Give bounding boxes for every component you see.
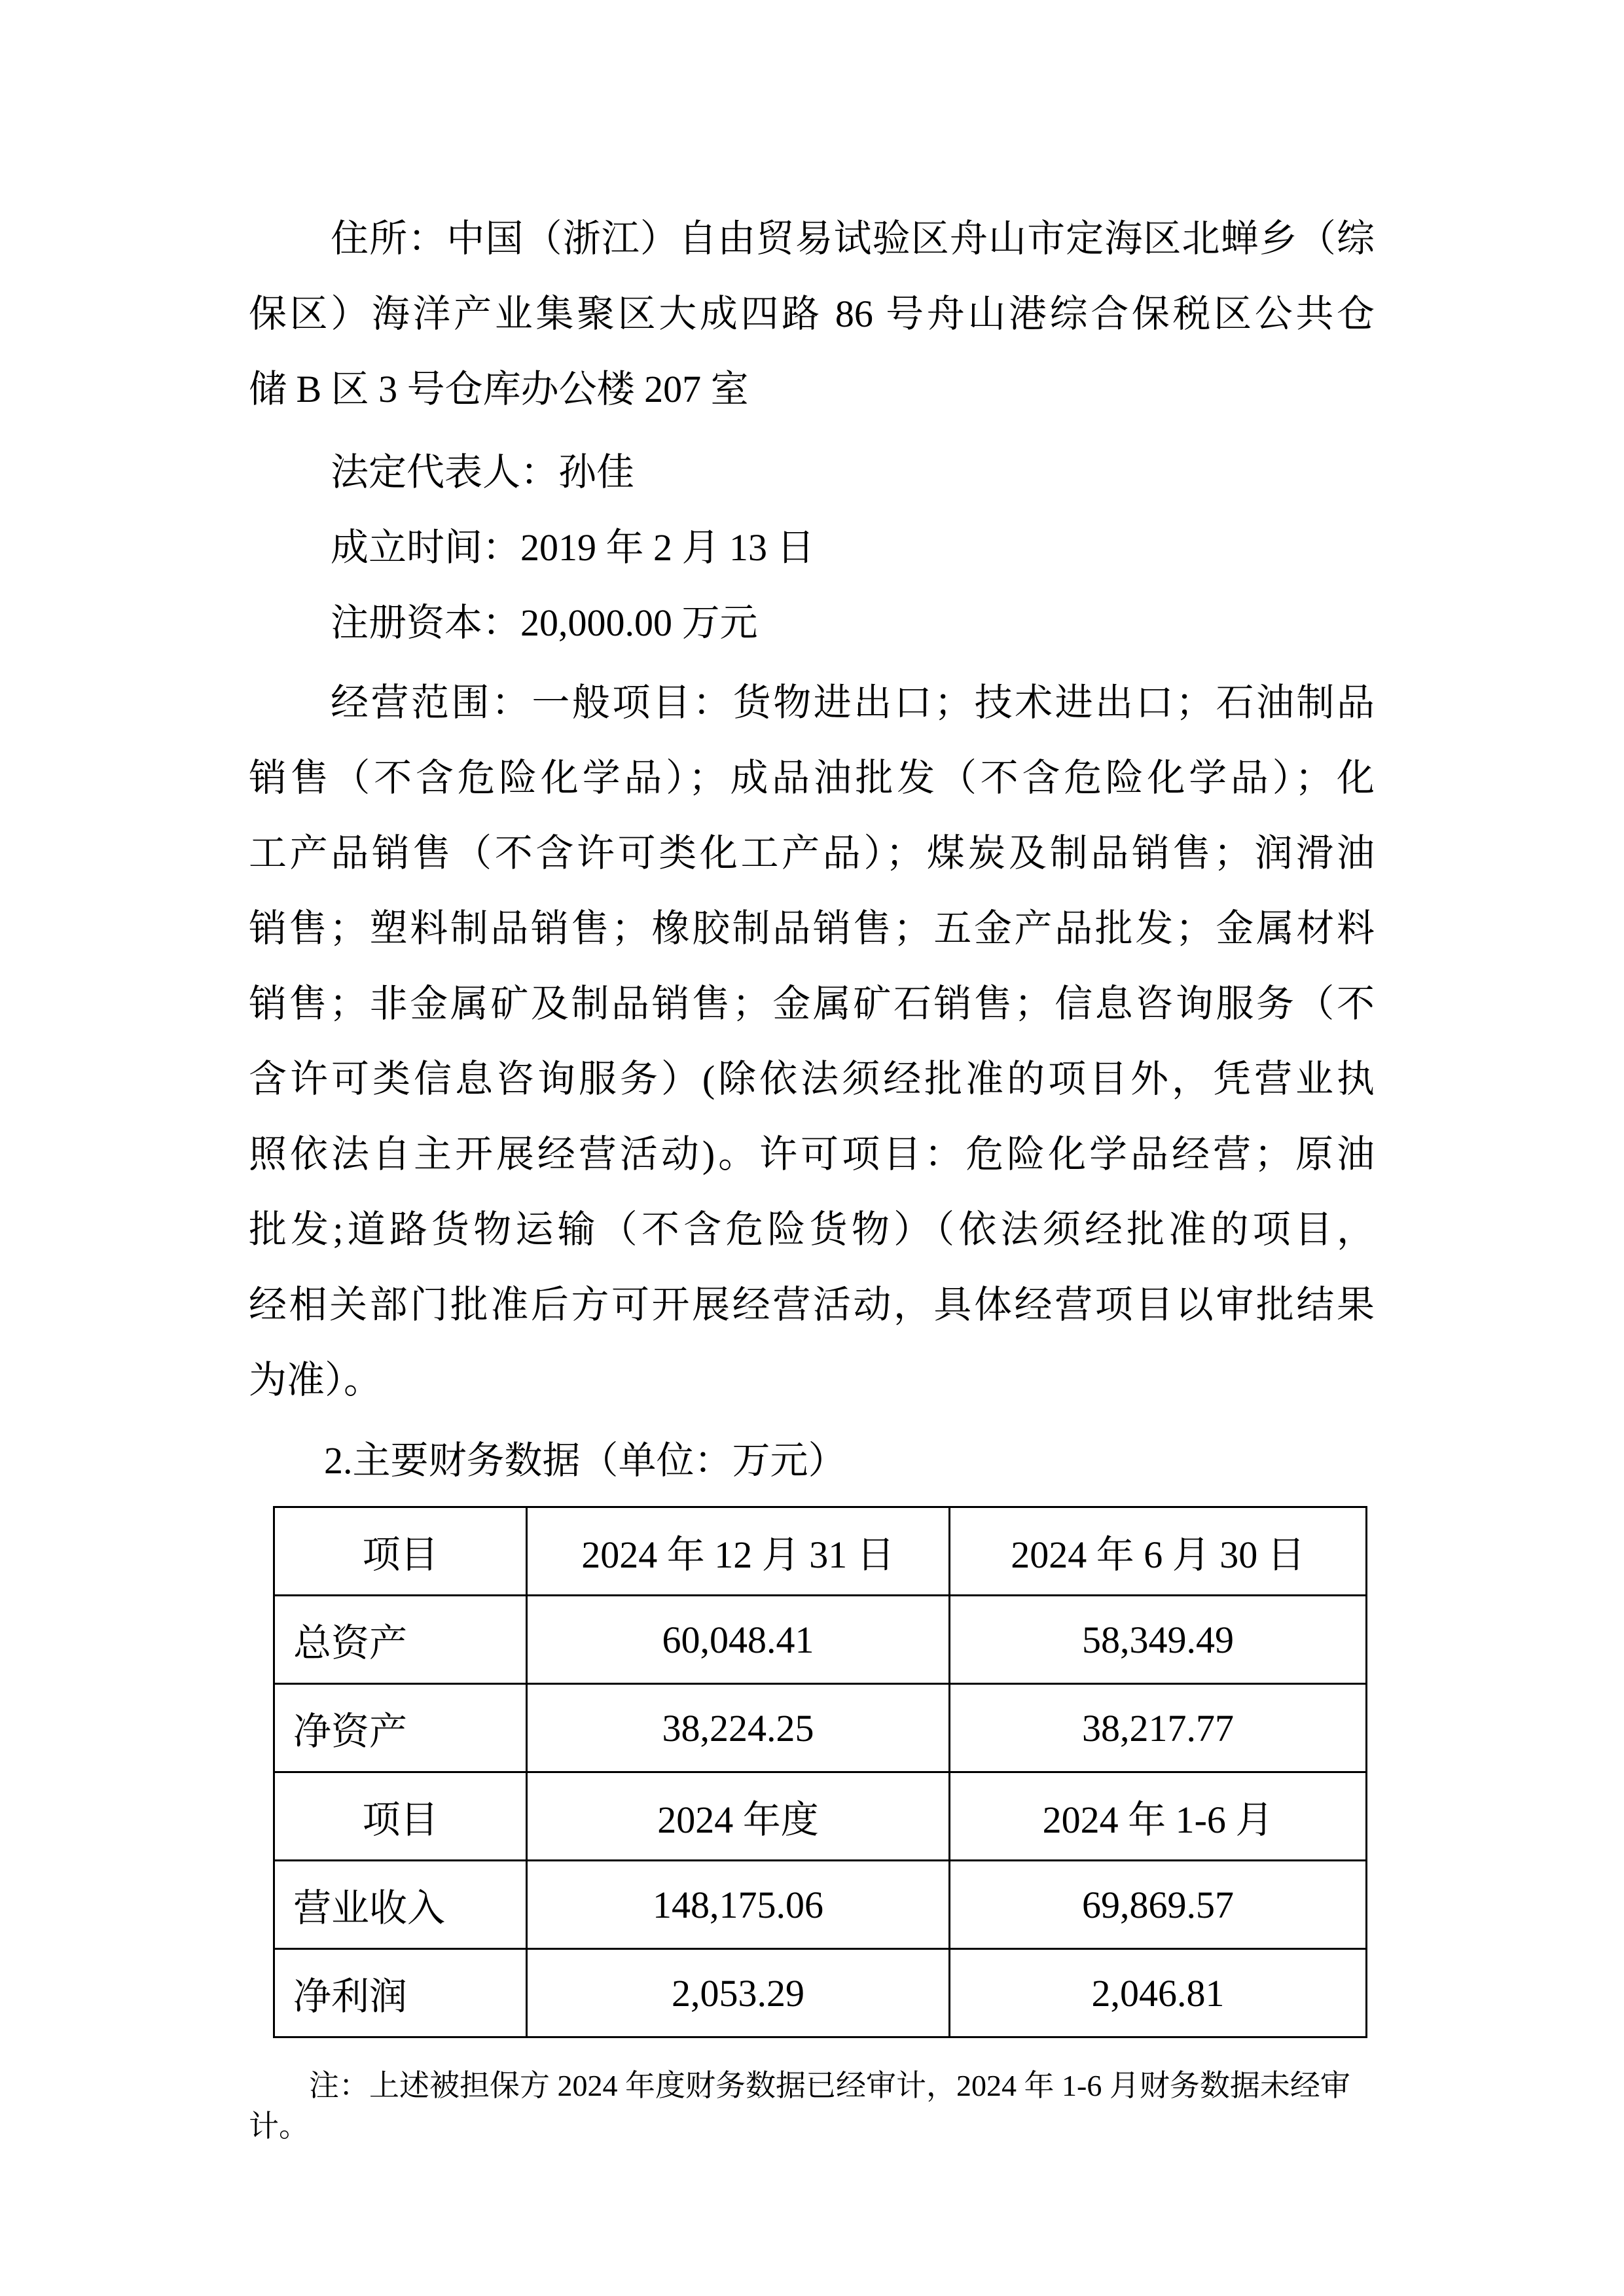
value-cell: 38,217.77	[950, 1684, 1367, 1772]
table-note: 注：上述被担保方 2024 年度财务数据已经审计，2024 年 1-6 月财务数据未经审计。	[249, 2069, 1350, 2143]
paragraph-line: 经营范围：一般项目：货物进出口；技术进出口；石油制品	[331, 681, 1375, 724]
paragraph-line: 法定代表人：孙佳	[331, 451, 635, 493]
paragraph-line: 保区）海洋产业集聚区大成四路 86 号舟山港综合保税区公共仓	[249, 293, 1375, 335]
value-cell: 2024 年 12 月 31 日	[527, 1507, 950, 1596]
row-label-cell: 项目	[274, 1772, 527, 1861]
row-label-cell: 项目	[274, 1507, 527, 1596]
row-label-cell: 总资产	[274, 1596, 527, 1684]
row-label-cell: 营业收入	[274, 1861, 527, 1949]
paragraph-line: 经相关部门批准后方可开展经营活动，具体经营项目以审批结果	[249, 1283, 1375, 1326]
paragraph-line: 住所：中国（浙江）自由贸易试验区舟山市定海区北蝉乡（综	[331, 217, 1375, 260]
paragraph	[249, 435, 1375, 510]
paragraph	[249, 201, 1375, 427]
value-cell: 2024 年 6 月 30 日	[950, 1507, 1367, 1596]
paragraph-line: 工产品销售（不含许可类化工产品）；煤炭及制品销售；润滑油	[249, 832, 1375, 874]
row-label-cell: 净利润	[274, 1949, 527, 2037]
table-header-row	[274, 1772, 1367, 1861]
value-cell: 148,175.06	[527, 1861, 950, 1949]
paragraph-line: 批发;道路货物运输（不含危险货物）（依法须经批准的项目，	[249, 1208, 1375, 1251]
paragraph-line: 销售；塑料制品销售；橡胶制品销售；五金产品批发；金属材料	[249, 907, 1375, 950]
paragraphs-section	[249, 201, 1375, 1418]
value-cell: 2024 年 1-6 月	[950, 1772, 1367, 1861]
paragraph-line: 注册资本：20,000.00 万元	[331, 601, 758, 644]
paragraph-line: 为准）。	[249, 1359, 382, 1401]
paragraph	[249, 585, 1375, 660]
paragraph	[249, 665, 1375, 1418]
value-cell: 2,046.81	[950, 1949, 1367, 2037]
table-data-row	[274, 1949, 1367, 2037]
paragraph-line: 销售；非金属矿及制品销售；金属矿石销售；信息咨询服务（不	[249, 982, 1375, 1025]
table-data-row	[274, 1684, 1367, 1772]
table-data-row	[274, 1596, 1367, 1684]
financial-table	[273, 1506, 1367, 2038]
value-cell: 2024 年度	[527, 1772, 950, 1861]
table-header-row	[274, 1507, 1367, 1596]
paragraph	[249, 510, 1375, 585]
table-data-row	[274, 1861, 1367, 1949]
value-cell: 69,869.57	[950, 1861, 1367, 1949]
value-cell: 58,349.49	[950, 1596, 1367, 1684]
section-heading: 2.主要财务数据（单位：万元）	[324, 1439, 846, 1482]
paragraph-line: 储 B 区 3 号仓库办公楼 207 室	[249, 368, 749, 410]
value-cell: 38,224.25	[527, 1684, 950, 1772]
document-content	[249, 201, 1375, 2147]
paragraph-line: 含许可类信息咨询服务）(除依法须经批准的项目外，凭营业执	[249, 1058, 1375, 1100]
paragraph-line: 销售（不含危险化学品）；成品油批发（不含危险化学品）；化	[249, 757, 1375, 799]
value-cell: 2,053.29	[527, 1949, 950, 2037]
paragraph-line: 照依法自主开展经营活动)。许可项目：危险化学品经营；原油	[249, 1133, 1375, 1175]
paragraph-line: 成立时间：2019 年 2 月 13 日	[331, 526, 815, 569]
row-label-cell: 净资产	[274, 1684, 527, 1772]
value-cell: 60,048.41	[527, 1596, 950, 1684]
